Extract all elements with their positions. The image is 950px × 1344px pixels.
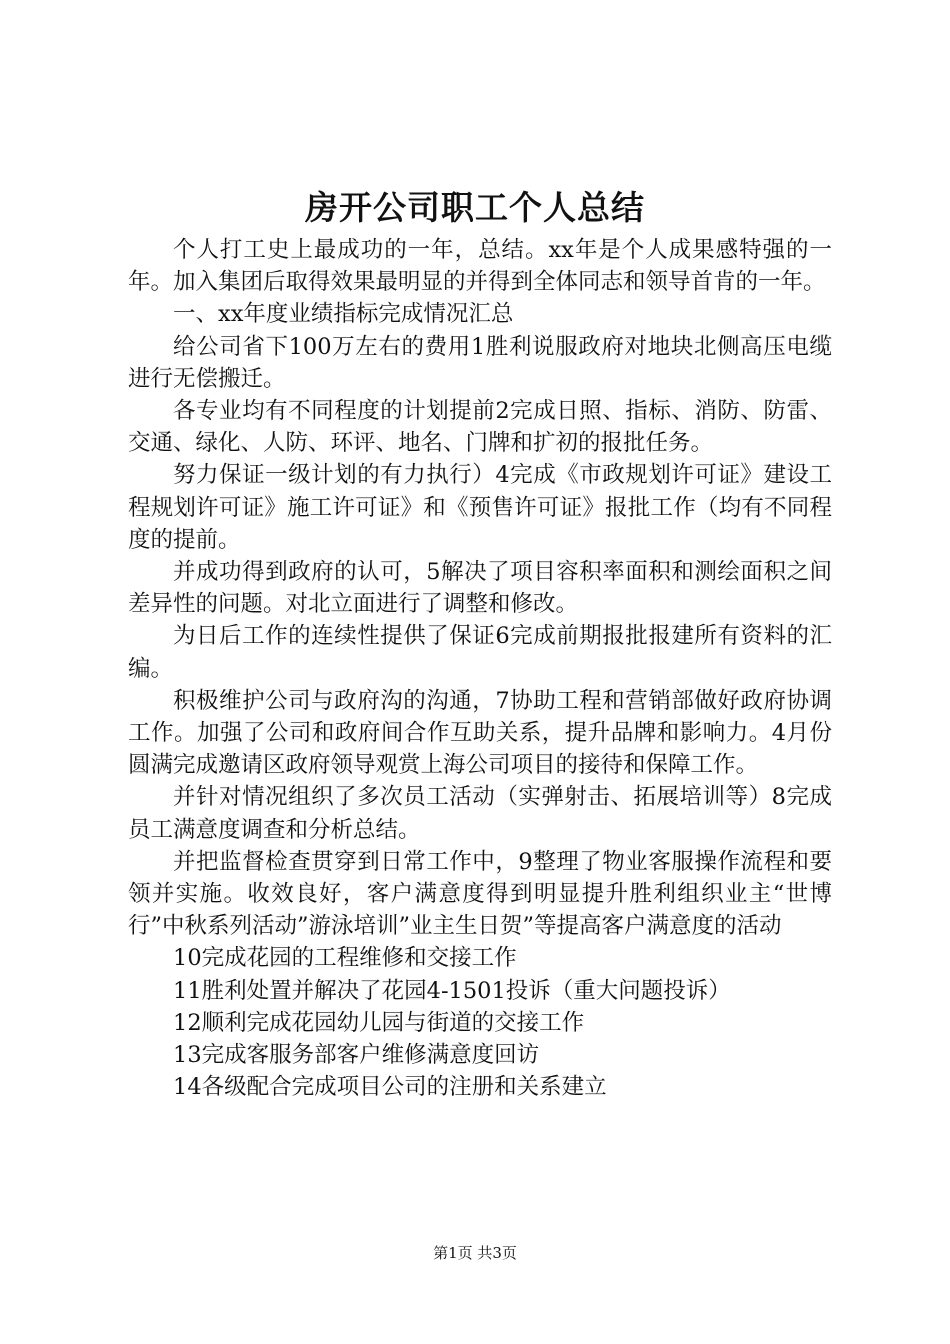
paragraph: 并把监督检查贯穿到日常工作中，9整理了物业客服操作流程和要领并实施。收效良好，客户满意度得到明显提升胜利组织业主“世博行”中秋系列活动”游泳培训”业主生日贺”等提高客户满意度的活动 bbox=[128, 848, 832, 940]
list-item: 10完成花园的工程维修和交接工作 bbox=[173, 945, 517, 972]
paragraph: 积极维护公司与政府沟的沟通，7协助工程和营销部做好政府协调工作。加强了公司和政府间合作互助关系，提升品牌和影响力。4月份圆满完成邀请区政府领导观赏上海公司项目的接待和保障工作。 bbox=[128, 687, 832, 779]
paragraph: 并针对情况组织了多次员工活动（实弹射击、拓展培训等）8完成员工满意度调查和分析总结。 bbox=[128, 784, 832, 843]
document-body bbox=[128, 234, 832, 1103]
list-item: 11胜利处置并解决了花园4-1501投诉（重大问题投诉） bbox=[173, 977, 731, 1004]
paragraph: 并成功得到政府的认可，5解决了项目容积率面积和测绘面积之间差异性的问题。对北立面进行了调整和修改。 bbox=[128, 559, 832, 618]
paragraph: 给公司省下100万左右的费用1胜利说服政府对地块北侧高压电缆进行无偿搬迁。 bbox=[128, 333, 832, 392]
list-item: 12顺利完成花园幼儿园与街道的交接工作 bbox=[173, 1009, 585, 1036]
document-title: 房开公司职工个人总结 bbox=[305, 188, 645, 227]
page-footer: 第1页 共3页 bbox=[433, 1244, 517, 1262]
paragraph: 为日后工作的连续性提供了保证6完成前期报批报建所有资料的汇编。 bbox=[128, 623, 832, 682]
section-heading: 一、xx年度业绩指标完成情况汇总 bbox=[173, 301, 514, 328]
list-item: 14各级配合完成项目公司的注册和关系建立 bbox=[173, 1074, 607, 1101]
paragraph: 各专业均有不同程度的计划提前2完成日照、指标、消防、防雷、交通、绿化、人防、环评、地名、门牌和扩初的报批任务。 bbox=[128, 398, 832, 457]
paragraph: 努力保证一级计划的有力执行）4完成《市政规划许可证》建设工程规划许可证》施工许可证》和《预售许可证》报批工作（均有不同程度的提前。 bbox=[128, 462, 832, 553]
list-item: 13完成客服务部客户维修满意度回访 bbox=[173, 1042, 540, 1069]
paragraph-intro: 个人打工史上最成功的一年，总结。xx年是个人成果感特强的一年。加入集团后取得效果最明显的并得到全体同志和领导首肯的一年。 bbox=[128, 237, 832, 296]
